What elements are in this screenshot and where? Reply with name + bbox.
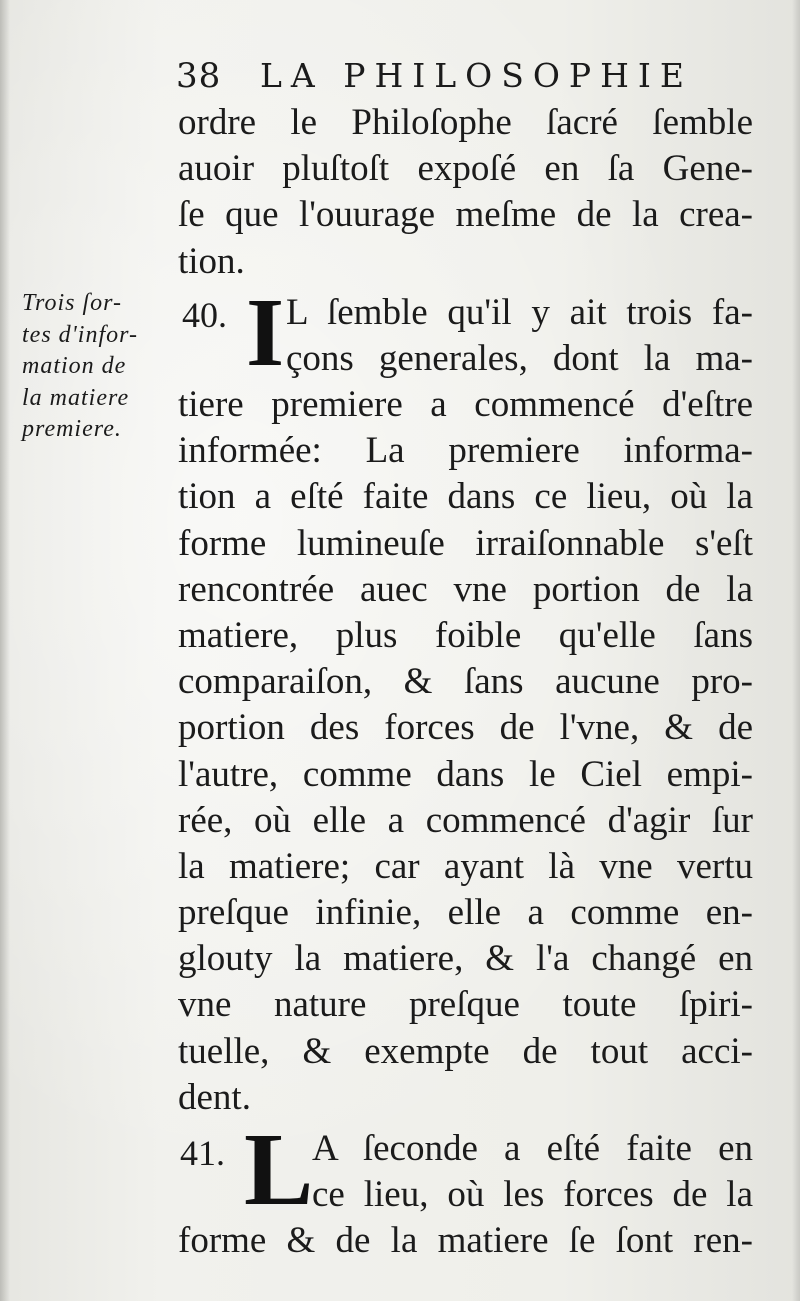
text-line: tuelle, & exempte de tout acci- [178, 1030, 753, 1072]
running-title: LA PHILOSOPHIE [260, 56, 693, 95]
text-line: la matiere; car ayant là vne vertu [178, 845, 753, 887]
text-line: preſque infinie, elle a comme en- [178, 892, 753, 934]
intro-text [178, 100, 753, 285]
margin-note [22, 288, 172, 446]
text-line: forme lumineuſe irraiſonnable s'eſt [178, 522, 753, 564]
text-line: çons generales, dont la ma- [286, 338, 753, 380]
margin-note-line: la matiere [22, 384, 130, 411]
drop-cap-l: L [244, 1112, 314, 1227]
paragraph-number-41: 41. [180, 1133, 225, 1173]
drop-cap-i: I [246, 279, 285, 387]
text-line: A ſeconde a eſté faite en [312, 1128, 753, 1169]
page-right-shadow [792, 0, 800, 1301]
margin-note-line: mation de [22, 353, 127, 379]
text-line: auoir pluſtoſt expoſé en ſa Gene- [178, 148, 753, 190]
paragraph-40-body [178, 382, 753, 1121]
page-left-shadow [0, 0, 10, 1301]
text-line: l'autre, comme dans le Ciel empi- [178, 753, 753, 795]
paragraph-41-body [178, 1218, 753, 1264]
text-line: ſe que l'ouurage meſme de la crea- [178, 194, 753, 236]
text-line: ce lieu, où les forces de la [312, 1174, 753, 1216]
text-line: portion des forces de l'vne, & de [178, 707, 753, 749]
text-line: tiere premiere a commencé d'eſtre [178, 384, 753, 425]
text-line: rée, où elle a commencé d'agir ſur [178, 799, 753, 841]
text-line: dent. [178, 1076, 251, 1118]
text-line: vne nature preſque toute ſpiri- [178, 984, 753, 1026]
text-line: forme & de la matiere ſe ſont ren- [178, 1220, 753, 1261]
page-number: 38 [176, 56, 222, 96]
page-header [176, 52, 756, 102]
margin-note-line: Trois ſor- [22, 290, 122, 316]
text-line: glouty la matiere, & l'a changé en [178, 938, 753, 980]
text-line: ordre le Philoſophe ſacré ſemble [178, 102, 753, 143]
margin-note-line: premiere. [22, 416, 122, 442]
text-line: matiere, plus foible qu'elle ſans [178, 614, 753, 656]
text-line: tion a eſté faite dans ce lieu, où la [178, 476, 753, 518]
paragraph-41-lead [312, 1126, 753, 1218]
margin-note-line: tes d'infor- [22, 321, 138, 348]
text-line: rencontrée auec vne portion de la [178, 568, 753, 610]
text-line: informée: La premiere informa- [178, 430, 753, 472]
paragraph-number-40: 40. [182, 295, 227, 335]
text-line: tion. [178, 240, 245, 282]
paragraph-40-lead [286, 290, 753, 382]
text-line: comparaiſon, & ſans aucune pro- [178, 661, 753, 703]
text-line: L ſemble qu'il y ait trois fa- [286, 292, 753, 333]
